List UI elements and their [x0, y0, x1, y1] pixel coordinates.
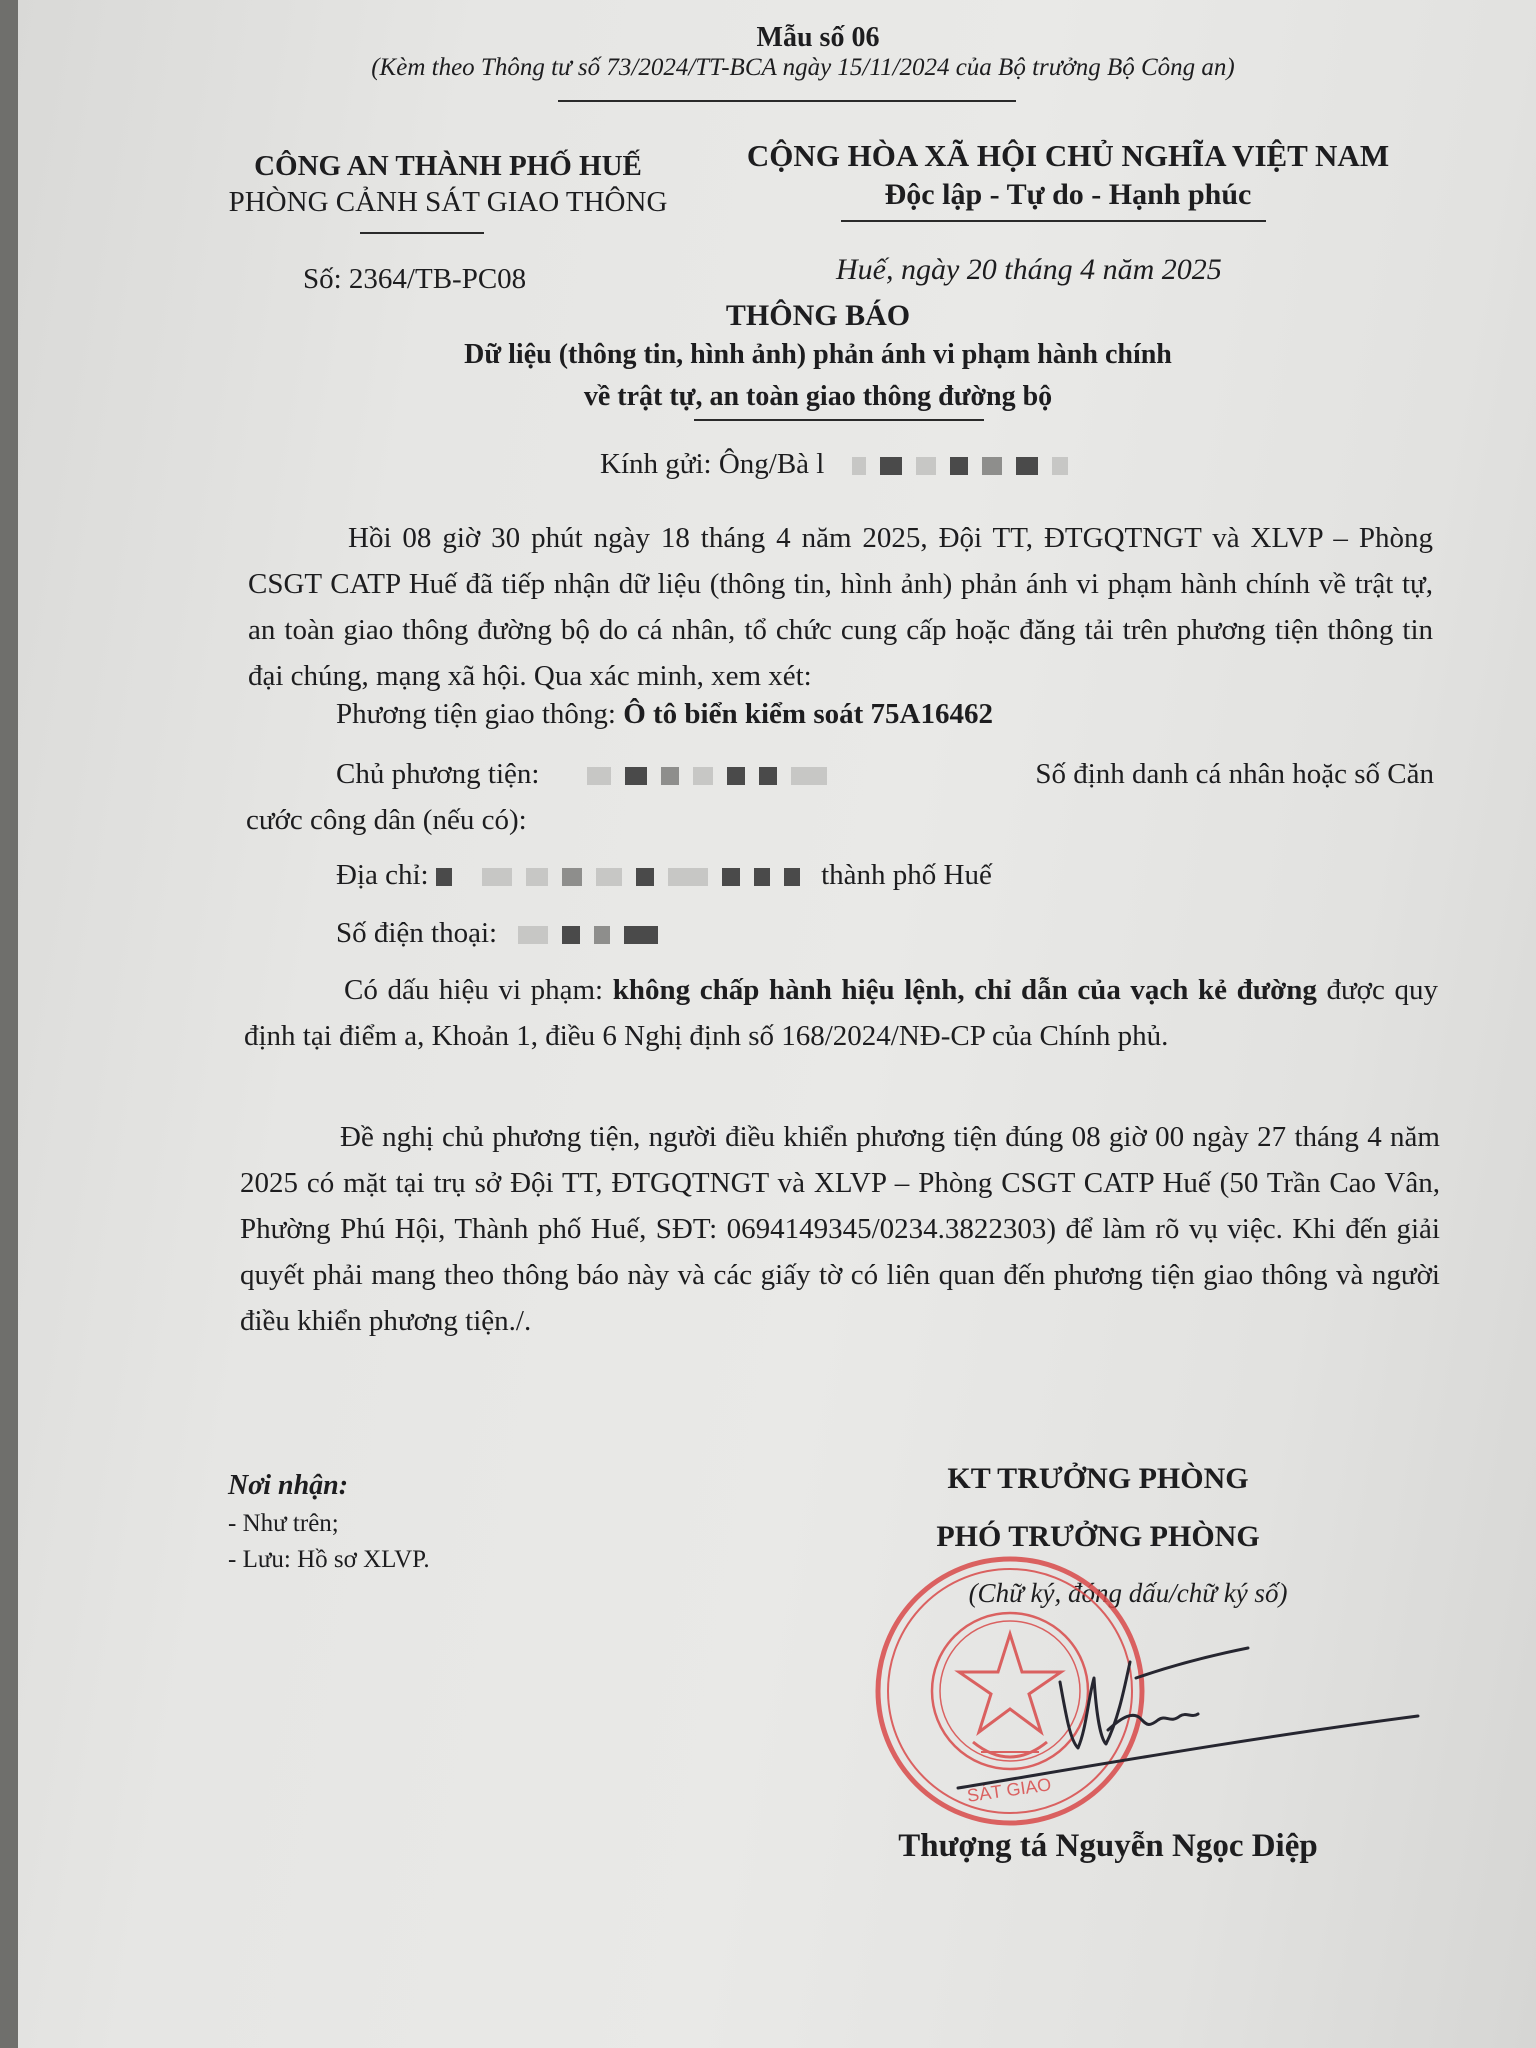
nation-name: CỘNG HÒA XÃ HỘI CHỦ NGHĨA VIỆT NAM [746, 138, 1390, 173]
vehicle-value: Ô tô biển kiểm soát 75A16462 [623, 698, 993, 730]
phone-label: Số điện thoại: [336, 917, 498, 949]
recipient-line [600, 448, 1082, 481]
violation-label: Có dấu hiệu vi phạm: [344, 974, 613, 1006]
signature-title-1: KT TRƯỞNG PHÒNG [947, 1462, 1249, 1495]
document-subtitle-2: về trật tự, an toàn giao thông đường bộ [583, 381, 1053, 412]
violation-legal-basis: được quy định tại điểm a, Khoản 1, điều 6 Nghị định số 168/2024/NĐ-CP của Chính phủ. [244, 974, 1438, 1052]
document-page [18, 0, 1536, 2048]
divider-line [841, 220, 1266, 222]
divider-line [558, 100, 1016, 102]
violation-text [244, 967, 1438, 1059]
phone-line [336, 917, 672, 950]
place-date: Huế, ngày 20 tháng 4 năm 2025 [836, 253, 1222, 286]
document-subtitle-1: Dữ liệu (thông tin, hình ảnh) phản ánh vi phạm hành chính [464, 339, 1172, 370]
signature-title-2: PHÓ TRƯỞNG PHÒNG [936, 1520, 1260, 1553]
redacted-owner [587, 758, 841, 790]
request-text: Đề nghị chủ phương tiện, người điều khiển phương tiện đúng 08 giờ 00 ngày 27 tháng 4 năm 2025 có mặt tại trụ sở Đội TT, ĐTGQTNGT và XLVP – Phòng CSGT CATP Huế (50 Trần Cao Vân, Phường Phú Hội, Thành phố Huế, SĐT: 0694149345/0234.3822303) để làm rõ vụ việc. Khi đến giải quyết phải mang theo thông báo này và các giấy tờ có liên quan đến phương tiện giao thông và người điều khiển phương tiện./. [240, 1121, 1440, 1337]
request-paragraph [240, 1114, 1440, 1344]
recipients-label: Nơi nhận: [228, 1470, 349, 1501]
recipient-item: - Lưu: Hồ sơ XLVP. [228, 1546, 430, 1573]
handwritten-signature [948, 1620, 1428, 1790]
address-city: thành phố Huế [821, 859, 992, 891]
agency-name: CÔNG AN THÀNH PHỐ HUẾ [254, 150, 642, 182]
recipient-label: Kính gửi: Ông/Bà l [600, 448, 825, 480]
nation-motto: Độc lập - Tự do - Hạnh phúc [884, 178, 1252, 211]
id-label-continued: cước công dân (nếu có): [246, 804, 527, 836]
owner-label: Chủ phương tiện: [336, 758, 540, 790]
recipient-item: - Như trên; [228, 1510, 339, 1537]
vehicle-label: Phương tiện giao thông: [336, 698, 624, 730]
owner-line [336, 758, 1434, 791]
id-label: Số định danh cá nhân hoặc số Căn [1035, 758, 1434, 790]
violation-paragraph [244, 967, 1438, 1059]
intro-text: Hồi 08 giờ 30 phút ngày 18 tháng 4 năm 2025, Đội TT, ĐTGQTNGT và XLVP – Phòng CSGT CATP Huế đã tiếp nhận dữ liệu (thông tin, hình ảnh) phản ánh vi phạm hành chính về trật tự, an toàn giao thông đường bộ do cá nhân, tổ chức cung cấp hoặc đăng tải trên phương tiện thông tin đại chúng, mạng xã hội. Qua xác minh, xem xét: [248, 522, 1433, 692]
signer-name: Thượng tá Nguyễn Ngọc Diệp [898, 1828, 1318, 1864]
address-line [336, 859, 992, 892]
document-number: Số: 2364/TB-PC08 [303, 263, 527, 295]
intro-paragraph [248, 515, 1433, 699]
form-reference: (Kèm theo Thông tư số 73/2024/TT-BCA ngày 15/11/2024 của Bộ trưởng Bộ Công an) [371, 54, 1235, 81]
divider-line [694, 419, 984, 421]
redacted-address [436, 859, 821, 891]
divider-line [360, 232, 484, 234]
document-title: THÔNG BÁO [725, 299, 911, 332]
agency-department: PHÒNG CẢNH SÁT GIAO THÔNG [228, 186, 668, 218]
seal-text: SÁT GIAO [965, 1774, 1053, 1806]
violation-value: không chấp hành hiệu lệnh, chỉ dẫn của vạch kẻ đường [612, 974, 1317, 1006]
address-label: Địa chỉ: [336, 859, 429, 891]
form-number: Mẫu số 06 [756, 22, 880, 53]
vehicle-line [336, 698, 993, 731]
redacted-phone [518, 917, 672, 949]
redacted-name [852, 448, 1082, 480]
signature-note: (Chữ ký, đóng dấu/chữ ký số) [968, 1578, 1288, 1608]
